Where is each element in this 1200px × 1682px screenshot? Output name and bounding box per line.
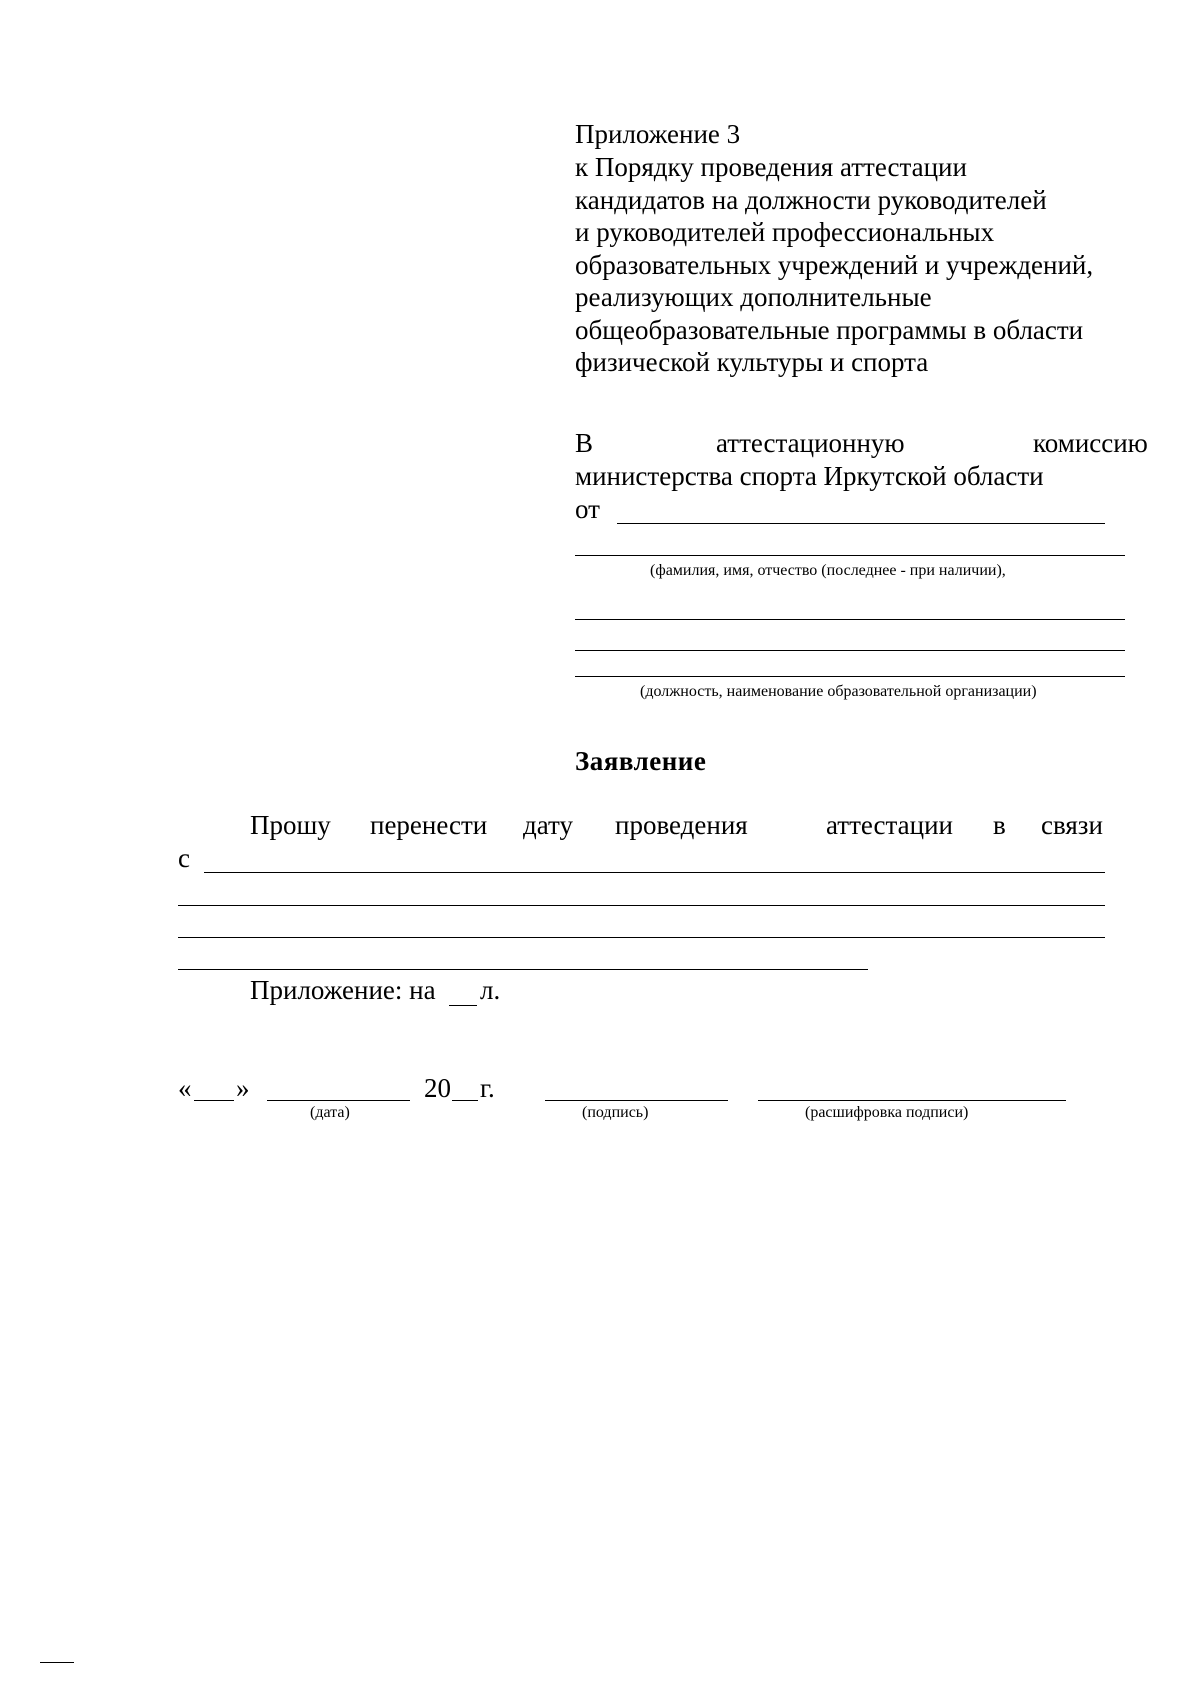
- reason-field-line[interactable]: [178, 937, 1105, 938]
- quote-close: »: [236, 1073, 250, 1103]
- appendix-line: общеобразовательные программы в области: [575, 315, 1084, 345]
- body-c: с: [178, 843, 190, 873]
- signature-caption: (подпись): [582, 1104, 649, 1121]
- body-word: связи: [1041, 810, 1103, 840]
- position-caption: (должность, наименование образовательной организации): [640, 683, 1037, 700]
- day-field[interactable]: [194, 1100, 234, 1101]
- appendix-line: образовательных учреждений и учреждений,: [575, 250, 1094, 280]
- signature-field[interactable]: [545, 1100, 728, 1101]
- body-word: Прошу: [250, 810, 331, 840]
- reason-field-line[interactable]: [178, 969, 868, 970]
- appendix-line: и руководителей профессиональных: [575, 217, 995, 247]
- document-title: Заявление: [575, 746, 707, 776]
- addressee-word: комиссию: [1033, 428, 1148, 458]
- name-field-line[interactable]: [575, 555, 1125, 556]
- body-word: перенести: [370, 810, 488, 840]
- addressee-word: аттестационную: [716, 428, 905, 458]
- addressee-ministry: министерства спорта Иркутской области: [575, 461, 1044, 491]
- body-word: дату: [523, 810, 573, 840]
- reason-field-line[interactable]: [178, 905, 1105, 906]
- from-name-field[interactable]: [617, 523, 1105, 524]
- body-word: аттестации: [826, 810, 953, 840]
- body-word: в: [993, 810, 1006, 840]
- month-field[interactable]: [267, 1100, 410, 1101]
- addressee-word: В: [575, 428, 594, 458]
- year-suffix: г.: [480, 1073, 495, 1103]
- body-word: проведения: [615, 810, 748, 840]
- quote-open: «: [178, 1073, 192, 1103]
- year-field[interactable]: [452, 1100, 478, 1101]
- appendix-line: физической культуры и спорта: [575, 347, 929, 377]
- name-caption: (фамилия, имя, отчество (последнее - при наличии),: [650, 562, 1006, 579]
- position-field-line[interactable]: [575, 650, 1125, 651]
- position-field-line[interactable]: [575, 676, 1125, 677]
- page-mark: [40, 1662, 74, 1663]
- appendix-line: к Порядку проведения аттестации: [575, 152, 967, 182]
- attachment-pages-field[interactable]: [449, 1005, 477, 1006]
- position-field-line[interactable]: [575, 619, 1125, 620]
- from-label: от: [575, 494, 600, 524]
- signature-decode-caption: (расшифровка подписи): [805, 1104, 969, 1121]
- date-caption: (дата): [310, 1104, 350, 1121]
- appendix-line: Приложение 3: [575, 119, 741, 149]
- signature-decode-field[interactable]: [758, 1100, 1066, 1101]
- reason-field-line[interactable]: [204, 872, 1105, 873]
- appendix-line: реализующих дополнительные: [575, 282, 932, 312]
- appendix-line: кандидатов на должности руководителей: [575, 185, 1047, 215]
- year-prefix: 20: [424, 1073, 451, 1103]
- attachment-label: Приложение: на: [250, 975, 436, 1005]
- attachment-suffix: л.: [480, 975, 501, 1005]
